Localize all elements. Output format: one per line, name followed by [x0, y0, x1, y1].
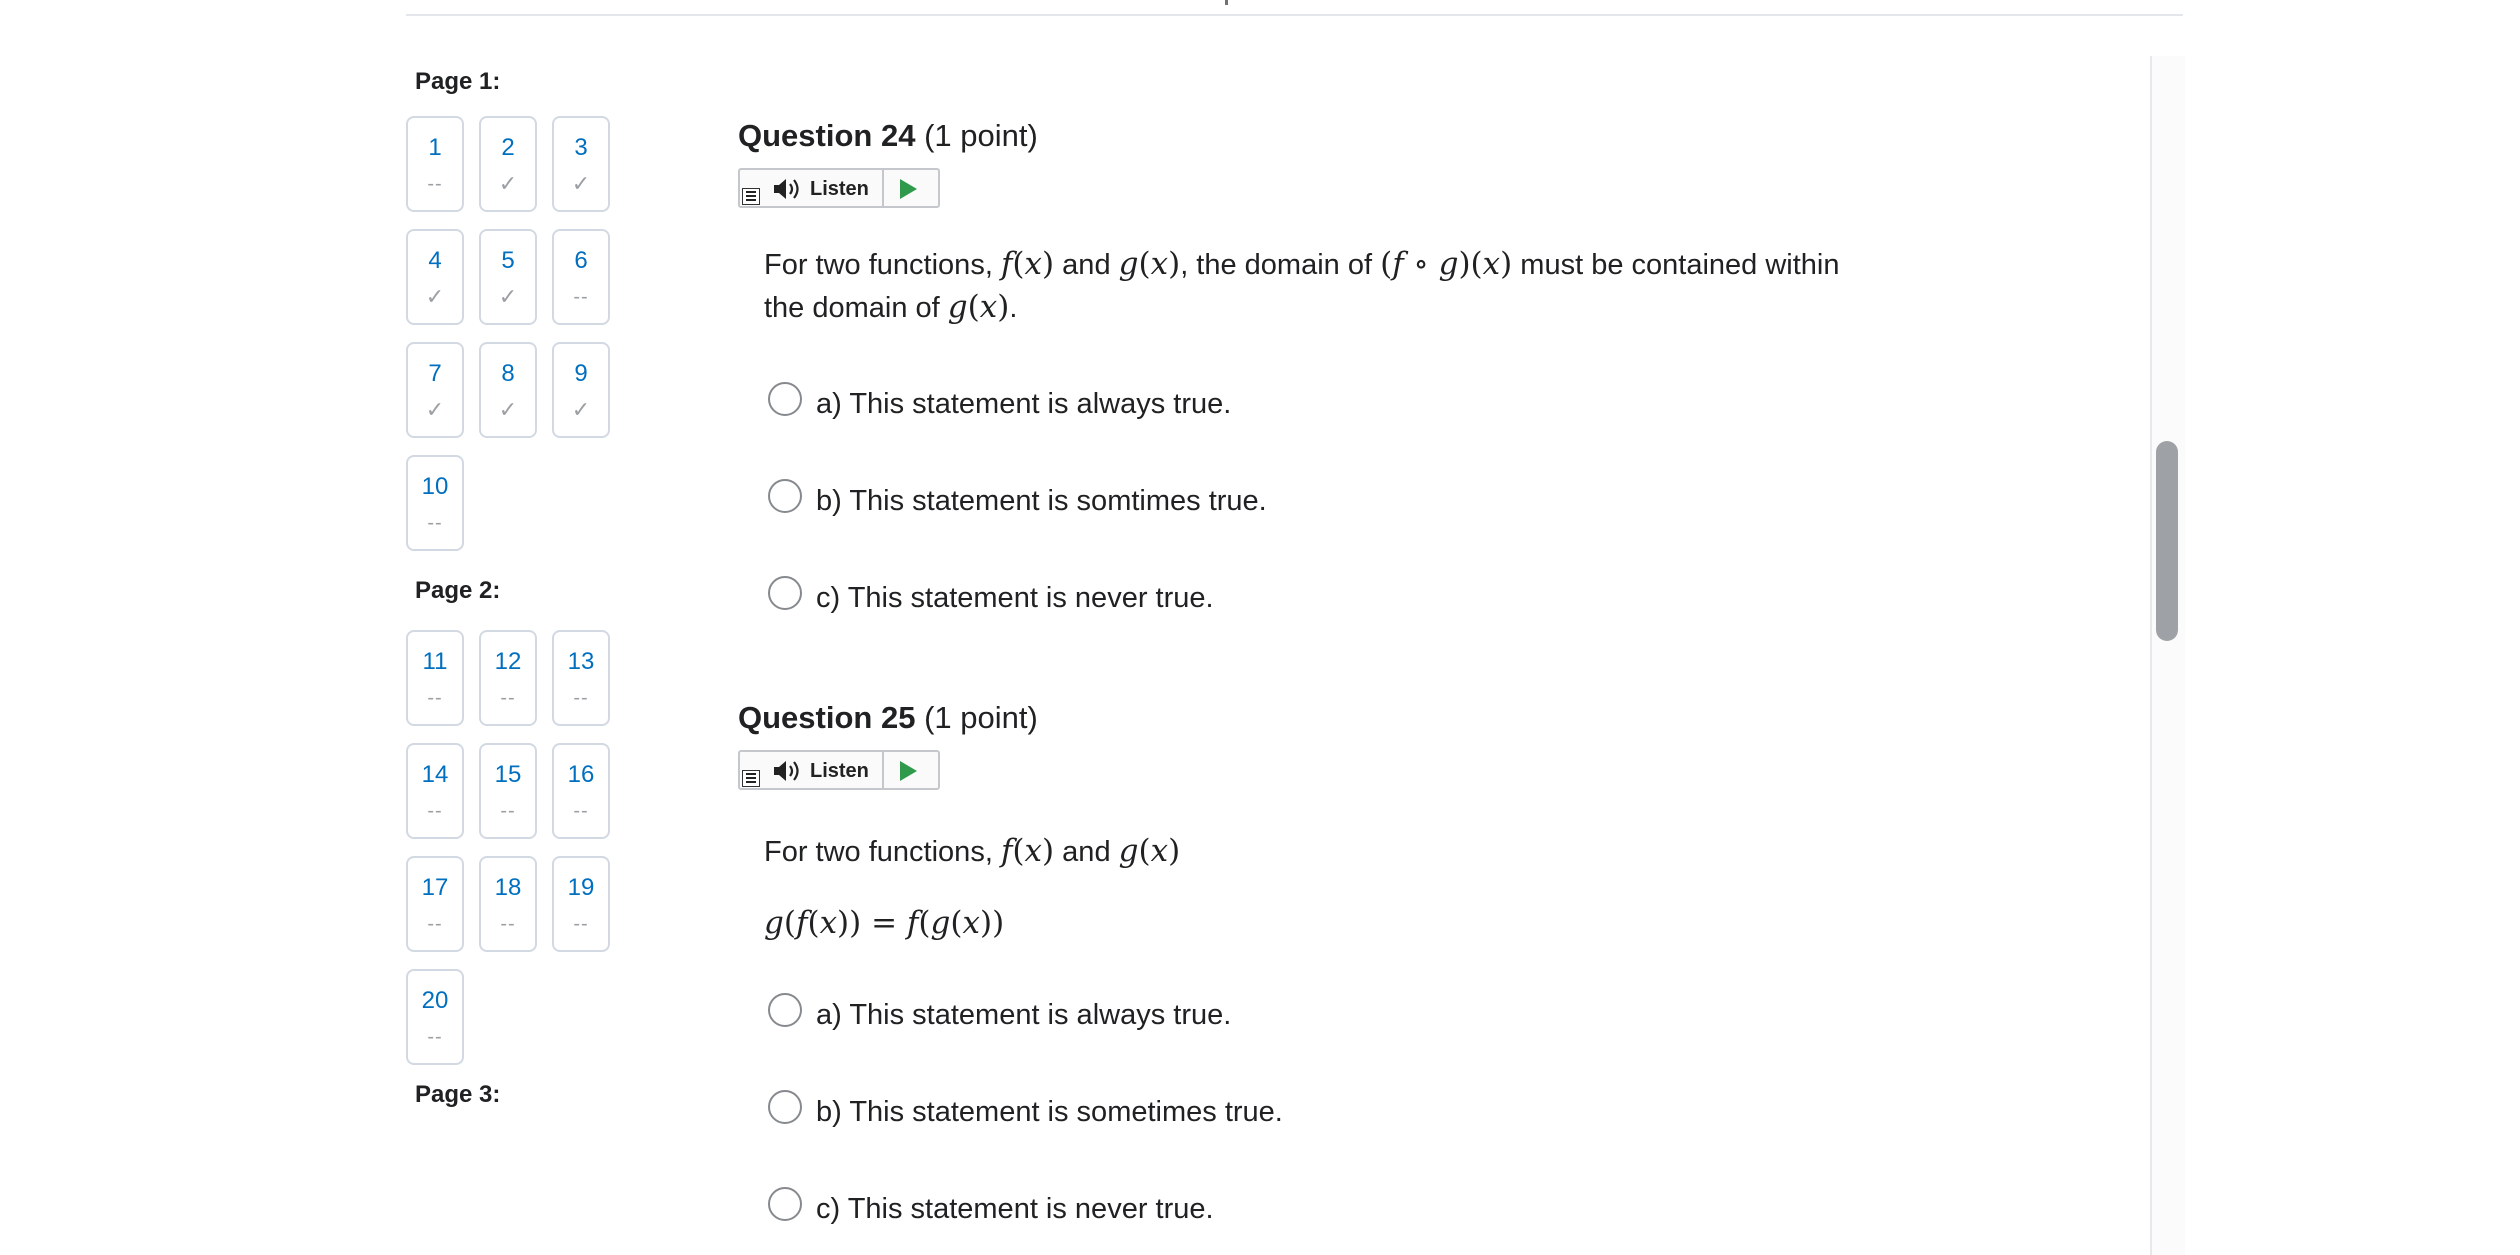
question-number: 11 [422, 648, 448, 675]
question-nav-18[interactable] [479, 856, 537, 952]
question-nav-12[interactable] [479, 630, 537, 726]
q25-radio-b[interactable] [768, 1090, 802, 1124]
question-nav-14[interactable] [406, 743, 464, 839]
unanswered-dash-icon: -- [427, 687, 443, 709]
unanswered-dash-icon: -- [500, 800, 516, 822]
question-nav-11[interactable] [406, 630, 464, 726]
play-icon[interactable] [900, 179, 917, 199]
menu-icon[interactable] [742, 188, 760, 205]
q25-radio-c[interactable] [768, 1187, 802, 1221]
question-number: 13 [567, 648, 595, 675]
listen-divider [882, 170, 884, 206]
listen-toolbar-q25 [738, 750, 940, 790]
question-number: 1 [428, 134, 442, 161]
unanswered-dash-icon: -- [573, 800, 589, 822]
checkmark-icon: ✓ [498, 171, 518, 196]
checkmark-icon: ✓ [498, 284, 518, 309]
question-nav-8[interactable] [479, 342, 537, 438]
question-nav-15[interactable] [479, 743, 537, 839]
top-divider [406, 14, 2183, 16]
option-label: c) This statement is never true. [816, 1193, 1214, 1225]
question-nav-16[interactable] [552, 743, 610, 839]
scrollbar-thumb[interactable] [2156, 441, 2178, 641]
question-24-heading [738, 118, 1038, 154]
question-number: 10 [421, 473, 449, 500]
unanswered-dash-icon: -- [573, 687, 589, 709]
question-number: 12 [494, 648, 522, 675]
unanswered-dash-icon: -- [427, 512, 443, 534]
question-nav-19[interactable] [552, 856, 610, 952]
math-g-x: g(x) [947, 289, 1010, 325]
unanswered-dash-icon: -- [427, 1026, 443, 1048]
menu-icon[interactable] [742, 770, 760, 787]
math-g-x: g(x) [1118, 833, 1181, 869]
math-g-x: g(x) [1118, 246, 1181, 282]
listen-divider [882, 752, 884, 788]
question-number: 6 [574, 247, 588, 274]
unanswered-dash-icon: -- [427, 800, 443, 822]
math-f-x: f(x) [1000, 833, 1055, 869]
question-number: 2 [501, 134, 515, 161]
question-number: 3 [574, 134, 588, 161]
question-number: 8 [501, 360, 515, 387]
question-title: Question 25 [738, 700, 916, 735]
option-label: c) This statement is never true. [816, 582, 1214, 614]
question-nav-2[interactable] [479, 116, 537, 212]
unanswered-dash-icon: -- [427, 173, 443, 195]
checkmark-icon: ✓ [571, 397, 591, 422]
speaker-icon [772, 760, 802, 782]
question-points: (1 point) [924, 700, 1038, 735]
checkmark-icon: ✓ [425, 284, 445, 309]
math-f-x: f(x) [1000, 246, 1055, 282]
question-number: 18 [494, 874, 522, 901]
speaker-icon [772, 178, 802, 200]
question-nav-1[interactable] [406, 116, 464, 212]
question-nav-6[interactable] [552, 229, 610, 325]
q25-radio-a[interactable] [768, 993, 802, 1027]
play-icon[interactable] [900, 761, 917, 781]
question-nav-9[interactable] [552, 342, 610, 438]
question-number: 15 [494, 761, 522, 788]
top-divider-tick [1225, 0, 1228, 5]
question-number: 5 [501, 247, 515, 274]
question-25-heading [738, 700, 1038, 736]
question-nav-4[interactable] [406, 229, 464, 325]
question-nav-17[interactable] [406, 856, 464, 952]
unanswered-dash-icon: -- [500, 913, 516, 935]
question-nav-20[interactable] [406, 969, 464, 1065]
unanswered-dash-icon: -- [427, 913, 443, 935]
option-label: a) This statement is always true. [816, 999, 1232, 1031]
checkmark-icon: ✓ [498, 397, 518, 422]
checkmark-icon: ✓ [571, 171, 591, 196]
checkmark-icon: ✓ [425, 397, 445, 422]
question-points: (1 point) [924, 118, 1038, 153]
question-number: 16 [567, 761, 595, 788]
math-equation: g(f(x)) = f(g(x)) [764, 905, 1005, 941]
page-2-label: Page 2: [415, 577, 501, 604]
question-nav-5[interactable] [479, 229, 537, 325]
question-24-statement: For two functions, f(x) and g(x), the domain of (f ∘ g)(x) must be contained within the domain of g(x). [764, 246, 1840, 325]
question-25-statement: For two functions, f(x) and g(x) [764, 833, 1181, 869]
question-number: 9 [574, 360, 588, 387]
question-number: 17 [421, 874, 449, 901]
page-3-label: Page 3: [415, 1081, 501, 1108]
question-nav-3[interactable] [552, 116, 610, 212]
q24-radio-b[interactable] [768, 479, 802, 513]
question-number: 19 [567, 874, 595, 901]
question-title: Question 24 [738, 118, 916, 153]
unanswered-dash-icon: -- [500, 687, 516, 709]
question-number: 20 [421, 987, 449, 1014]
question-25-equation [764, 902, 1864, 945]
question-number: 7 [428, 360, 442, 387]
option-label: a) This statement is always true. [816, 388, 1232, 420]
question-nav-10[interactable] [406, 455, 464, 551]
unanswered-dash-icon: -- [573, 913, 589, 935]
listen-toolbar-q24 [738, 168, 940, 208]
math-composition: (f ∘ g)(x) [1380, 246, 1513, 282]
scrollbar-track[interactable] [2150, 56, 2185, 1255]
question-nav-page-2 [406, 630, 632, 1065]
option-label: b) This statement is somtimes true. [816, 485, 1267, 517]
question-nav-page-1 [406, 116, 632, 551]
page-1-label: Page 1: [415, 68, 501, 95]
question-number: 4 [428, 247, 442, 274]
question-number: 14 [421, 761, 449, 788]
listen-button[interactable]: Listen [810, 178, 869, 200]
unanswered-dash-icon: -- [573, 286, 589, 308]
question-nav-13[interactable] [552, 630, 610, 726]
option-label: b) This statement is sometimes true. [816, 1096, 1283, 1128]
q24-radio-c[interactable] [768, 576, 802, 610]
question-nav-7[interactable] [406, 342, 464, 438]
listen-button[interactable]: Listen [810, 760, 869, 782]
q24-radio-a[interactable] [768, 382, 802, 416]
